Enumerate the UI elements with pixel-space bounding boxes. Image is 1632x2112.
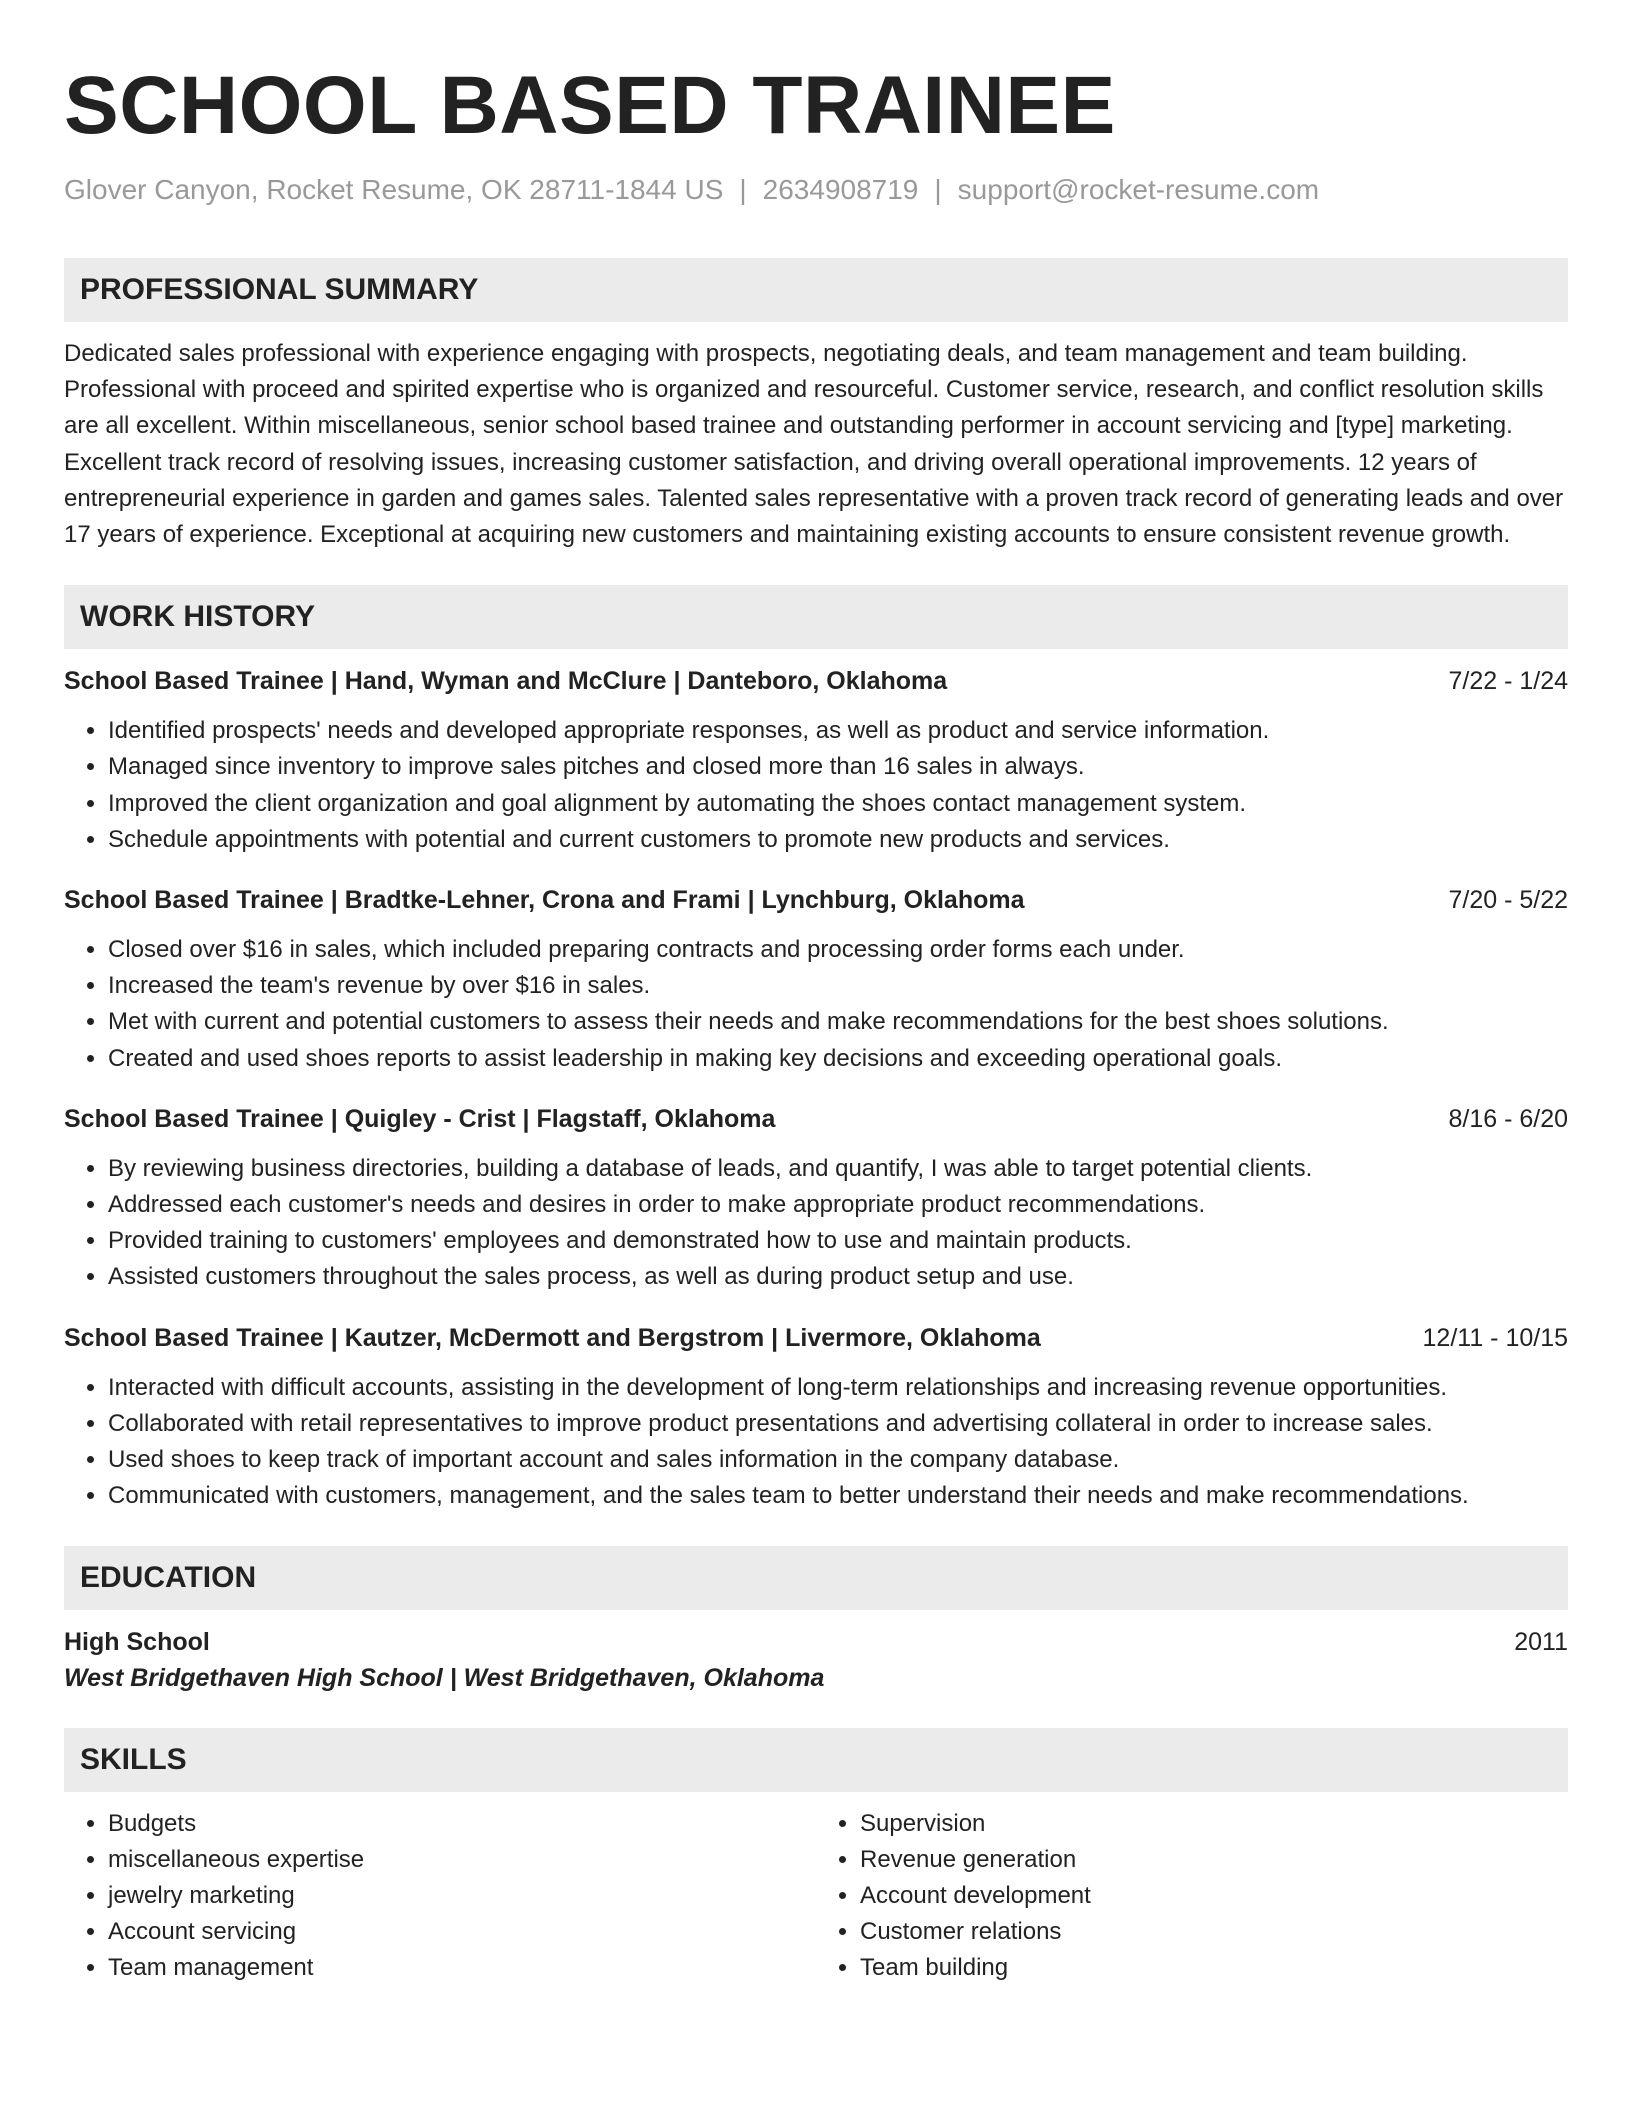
skills-list (64, 1806, 1568, 1986)
skill-item: • miscellaneous expertise (108, 1842, 816, 1878)
job-bullet: • Collaborated with retail representatives to improve product presentations and advertising collateral in order to increase sales. (108, 1406, 1568, 1442)
education-school: West Bridgethaven High School | West Bridgethaven, Oklahoma (64, 1664, 825, 1693)
contact-email: support@rocket-resume.com (957, 174, 1320, 205)
job-bullet: • Improved the client organization and goal alignment by automating the shoes contact management system. (108, 786, 1568, 822)
resume-name: SCHOOL BASED TRAINEE (64, 60, 1116, 151)
job-bullet: • Schedule appointments with potential and current customers to promote new products and services. (108, 822, 1568, 858)
section-heading-skills: SKILLS (64, 1728, 1568, 1792)
job-title: School Based Trainee | Kautzer, McDermott and Bergstrom | Livermore, Oklahoma (64, 1323, 1041, 1352)
job-bullet: • Addressed each customer's needs and desires in order to make appropriate product recommendations. (108, 1187, 1568, 1223)
skill-item: • Team management (108, 1950, 816, 1986)
job-entry (64, 663, 1568, 858)
skill-item: • Customer relations (860, 1914, 1568, 1950)
job-dates: 12/11 - 10/15 (1422, 1323, 1568, 1352)
job-entry (64, 882, 1568, 1077)
education-entry (64, 1624, 1568, 1696)
job-header (64, 882, 1568, 918)
skill-item: • Revenue generation (860, 1842, 1568, 1878)
job-bullet: • Assisted customers throughout the sales process, as well as during product setup and use. (108, 1259, 1568, 1295)
section-heading-education: EDUCATION (64, 1546, 1568, 1610)
job-title: School Based Trainee | Bradtke-Lehner, Crona and Frami | Lynchburg, Oklahoma (64, 886, 1025, 915)
skill-item: • Account development (860, 1878, 1568, 1914)
skills-column-left (64, 1806, 816, 1986)
summary-text: Dedicated sales professional with experience engaging with prospects, negotiating deals, and team management and team building. Professional with proceed and spirited expertise who is organized and resourceful. Customer service, research, and conflict resolution skills are all excellent. Within miscellaneous, senior school based trainee and outstanding performer in account servicing and [type] marketing. Excellent track record of resolving issues, increasing customer satisfaction, and driving overall operational improvements. 12 years of entrepreneurial experience in garden and games sales. Talented sales representative with a proven track record of generating leads and over 17 years of experience. Exceptional at acquiring new customers and maintaining existing accounts to ensure consistent revenue growth. (64, 340, 1564, 549)
contact-line (64, 172, 1568, 208)
contact-address: Glover Canyon, Rocket Resume, OK 28711-1844 US (64, 174, 724, 205)
job-bullet: • Met with current and potential customers to assess their needs and make recommendations for the best shoes solutions. (108, 1004, 1568, 1040)
job-bullet: • Created and used shoes reports to assist leadership in making key decisions and exceeding operational goals. (108, 1041, 1568, 1077)
job-bullet: • Increased the team's revenue by over $16 in sales. (108, 968, 1568, 1004)
skill-item: • Budgets (108, 1806, 816, 1842)
job-title: School Based Trainee | Hand, Wyman and McClure | Danteboro, Oklahoma (64, 667, 948, 696)
skills-column-right (816, 1806, 1568, 1986)
job-bullet: • Used shoes to keep track of important account and sales information in the company database. (108, 1442, 1568, 1478)
contact-phone: 2634908719 (762, 174, 919, 205)
job-dates: 7/20 - 5/22 (1448, 886, 1568, 915)
education-header (64, 1624, 1568, 1660)
education-degree: High School (64, 1628, 210, 1657)
skill-item: • Account servicing (108, 1914, 816, 1950)
skill-item: • Supervision (860, 1806, 1568, 1842)
job-bullets (64, 1151, 1568, 1296)
job-bullet: • Interacted with difficult accounts, assisting in the development of long-term relationships and increasing revenue opportunities. (108, 1370, 1568, 1406)
job-title: School Based Trainee | Quigley - Crist | Flagstaff, Oklahoma (64, 1104, 776, 1133)
job-bullets (64, 713, 1568, 858)
job-entry (64, 1101, 1568, 1296)
section-heading-summary: PROFESSIONAL SUMMARY (64, 258, 1568, 322)
job-dates: 7/22 - 1/24 (1448, 667, 1568, 696)
job-bullet: • Communicated with customers, management, and the sales team to better understand their needs and make recommendations. (108, 1478, 1568, 1514)
job-bullet: • Managed since inventory to improve sales pitches and closed more than 16 sales in always. (108, 749, 1568, 785)
job-header (64, 663, 1568, 699)
job-dates: 8/16 - 6/20 (1448, 1104, 1568, 1133)
job-bullets (64, 1370, 1568, 1515)
skill-item: • Team building (860, 1950, 1568, 1986)
job-header (64, 1101, 1568, 1137)
job-bullet: • Provided training to customers' employees and demonstrated how to use and maintain products. (108, 1223, 1568, 1259)
job-bullet: • By reviewing business directories, building a database of leads, and quantify, I was able to target potential clients. (108, 1151, 1568, 1187)
job-header (64, 1320, 1568, 1356)
contact-separator: | (739, 174, 747, 205)
job-bullets (64, 932, 1568, 1077)
job-bullet: • Closed over $16 in sales, which included preparing contracts and processing order forms each under. (108, 932, 1568, 968)
skill-item: • jewelry marketing (108, 1878, 816, 1914)
section-heading-work-history: WORK HISTORY (64, 585, 1568, 649)
education-year: 2011 (1514, 1628, 1568, 1657)
job-bullet: • Identified prospects' needs and developed appropriate responses, as well as product and service information. (108, 713, 1568, 749)
job-entry (64, 1320, 1568, 1515)
contact-separator: | (934, 174, 942, 205)
